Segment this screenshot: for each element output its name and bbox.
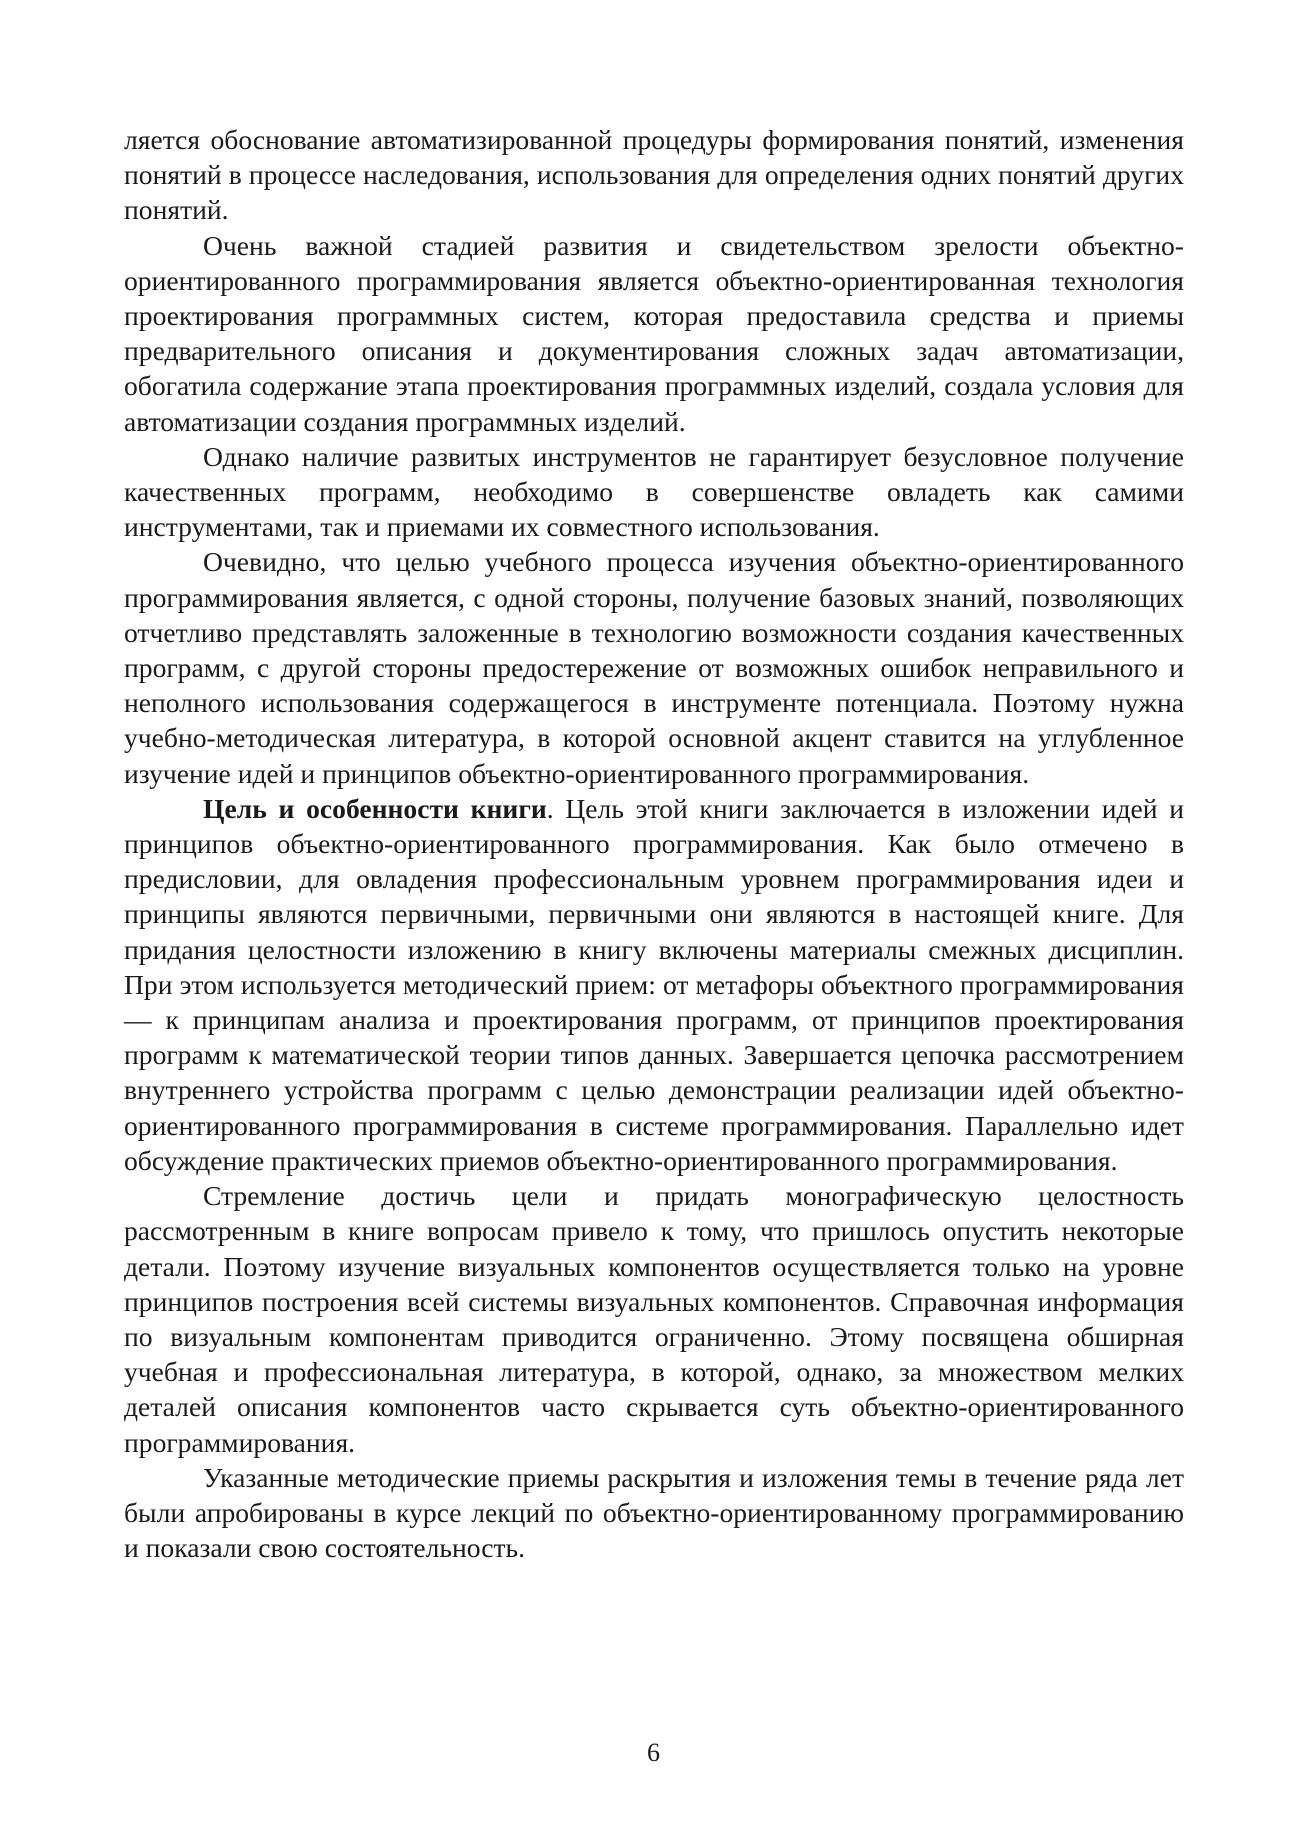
paragraph-book-purpose — [124, 791, 1184, 1178]
paragraph-lead-heading: Цель и особенности книги — [203, 792, 547, 824]
paragraph-continuation — [124, 122, 1184, 228]
page-number: 6 — [647, 1738, 660, 1767]
paragraph-text: ляется обоснование автоматизированной процедуры формирования понятий, изменения понятий в процессе наследования, использования для определения одних понятий других понятий. — [124, 124, 1184, 226]
paragraph-text: Очень важной стадией развития и свидетельством зрелости объектно-ориентированного программирования является объектно-ориентированная технология проектирования программных систем, которая предоставила средства и приемы предварительного описания и документирования сложных задач автоматизации, обогатила содержание этапа проектирования программных изделий, создала условия для автоматизации создания программных изделий. — [124, 229, 1184, 437]
paragraph-text: Очевидно, что целью учебного процесса изучения объектно-ориентированного программирования является, с одной стороны, получение базовых знаний, позволяющих отчетливо представлять заложенные в технологию возможности создания качественных программ, с другой стороны предостережение от возможных ошибок неправильного и неполного использования содержащегося в инструменте потенциала. Поэтому нужна учебно-методическая литература, в которой основной акцент ставится на углубленное изучение идей и принципов объектно-ориентированного программирования. — [124, 546, 1184, 789]
paragraph-text: Однако наличие развитых инструментов не гарантирует безусловное получение качественных программ, необходимо в совершенстве овладеть как самими инструментами, так и приемами их совместного использования. — [124, 440, 1184, 543]
paragraph-approbation — [124, 1460, 1184, 1566]
paragraph-maturity — [124, 228, 1184, 439]
paragraph-tools — [124, 439, 1184, 545]
paragraph-monograph — [124, 1178, 1184, 1460]
paragraph-text: Стремление достичь цели и придать монографическую целостность рассмотренным в книге вопросам привело к тому, что пришлось опустить некоторые детали. Поэтому изучение визуальных компонентов осуществляется только на уровне принципов построения всей системы визуальных компонентов. Справочная информация по визуальным компонентам приводится ограниченно. Этому посвящена обширная учебная и профессиональная литература, в которой, однако, за множеством мелких деталей описания компонентов часто скрывается суть объектно-ориентированного программирования. — [124, 1180, 1184, 1458]
paragraph-text: . Цель этой книги заключается в изложении идей и принципов объектно-ориентированного программирования. Как было отмечено в предисловии, для овладения профессиональным уровнем программирования идеи и принципы являются первичными, первичными они являются в настоящей книге. Для придания целостности изложению в книгу включены материалы смежных дисциплин. При этом используется методический прием: от метафоры объектного программирования — к принципам анализа и проектирования программ, от принципов проектирования программ к математической теории типов данных. Завершается цепочка рассмотрением внутреннего устройства программ с целью демонстрации реализации идей объектно-ориентированного программирования в системе программирования. Параллельно идет обсуждение практических приемов объектно-ориентированного программирования. — [124, 792, 1185, 1176]
body-text — [124, 122, 1184, 1565]
paragraph-text: Указанные методические приемы раскрытия и изложения темы в течение ряда лет были апробированы в курсе лекций по объектно-ориентированному программированию и показали свою состоятельность. — [124, 1461, 1184, 1564]
paragraph-learning-goal — [124, 544, 1184, 790]
